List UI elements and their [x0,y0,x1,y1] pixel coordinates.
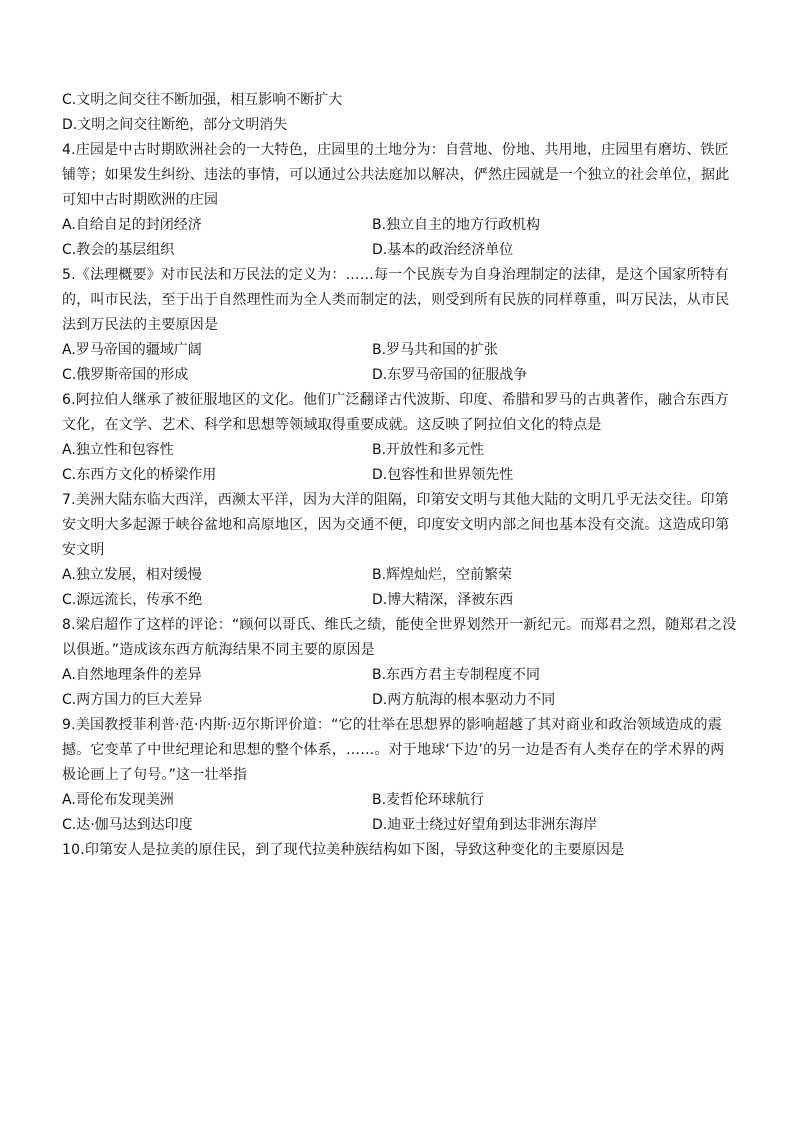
option-c: C.东西方文化的桥梁作用 [62,467,217,483]
question-6 [62,388,738,488]
question-stem: 10.印第安人是拉美的原住民，到了现代拉美种族结构如下图，导致这种变化的主要原因是 [62,842,625,858]
options-row [62,663,738,688]
option-d: D.两方航海的根本驱动力不同 [372,692,556,708]
option-a: A.罗马帝国的疆域广阔 [62,342,202,358]
option-b: B.独立自主的地方行政机构 [372,217,541,233]
question-10 [62,838,738,863]
options-row [62,588,738,613]
options-row [62,438,738,463]
options-row [62,813,738,838]
question-5 [62,263,738,388]
option-c: C.教会的基层组织 [62,242,175,258]
options-row [62,563,738,588]
option-b: B.麦哲伦环球航行 [372,792,485,808]
options-row [62,788,738,813]
option-a: A.自给自足的封闭经济 [62,217,202,233]
option-c: C.两方国力的巨大差异 [62,692,203,708]
exam-page [62,88,738,863]
question-stem: 7.美洲大陆东临大西洋，西濒太平洋，因为大洋的阻隔，印第安文明与其他大陆的文明几乎无法交往。印第安文明大多起源于峡谷盆地和高原地区，因为交通不便，印度安文明内部之间也基本没有交流。这造成印第安文明 [62,492,730,558]
question-7 [62,488,738,613]
option-d: D.基本的政治经济单位 [372,242,514,258]
option-a: A.独立发展，相对缓慢 [62,567,202,583]
question-stem: 5.《法理概要》对市民法和万民法的定义为：……每一个民族专为自身治理制定的法律，是这个国家所特有的，叫市民法，至于出于自然理性而为全人类而制定的法，则受到所有民族的同样尊重，叫万民法，从市民法到万民法的主要原因是 [62,267,730,333]
option-d: D.包容性和世界领先性 [372,467,514,483]
option-a: A.独立性和包容性 [62,442,174,458]
options-row [62,238,738,263]
question-stem: 6.阿拉伯人继承了被征服地区的文化。他们广泛翻译古代波斯、印度、希腊和罗马的古典著作，融合东西方文化，在文学、艺术、科学和思想等领域取得重要成就。这反映了阿拉伯文化的特点是 [62,392,729,433]
option-d: D.博大精深，泽被东西 [372,592,514,608]
question-stem: 8.梁启超作了这样的评论：“顾何以哥氏、维氏之绩，能使全世界划然开一新纪元。而郑君之烈，随郑君之没以俱逝。”造成该东西方航海结果不同主要的原因是 [62,617,737,658]
option-b: B.东西方君主专制程度不同 [372,667,541,683]
option-a: A.哥伦布发现美洲 [62,792,174,808]
prev-option-d: D.文明之间交往断绝，部分文明消失 [62,117,288,133]
option-a: A.自然地理条件的差异 [62,667,202,683]
option-c: C.达·伽马达到达印度 [62,817,193,833]
option-c: C.俄罗斯帝国的形成 [62,367,189,383]
options-row [62,338,738,363]
question-stem: 9.美国教授菲利普·范·内斯·迈尔斯评价道：“它的壮举在思想界的影响超越了其对商业和政治领域造成的震撼。它变革了中世纪理论和思想的整个体系，……。对于地球‘下边’的另一边是否有人类存在的学术界的两极论画上了句号。”这一壮举指 [62,717,725,783]
option-b: B.辉煌灿烂，空前繁荣 [372,567,513,583]
question-8 [62,613,738,713]
prev-option-c: C.文明之间交往不断加强，相互影响不断扩大 [62,92,343,108]
option-c: C.源远流长，传承不绝 [62,592,203,608]
option-b: B.罗马共和国的扩张 [372,342,499,358]
options-row [62,463,738,488]
option-d: D.东罗马帝国的征服战争 [372,367,528,383]
question-9 [62,713,738,838]
option-d: D.迪亚士绕过好望角到达非洲东海岸 [372,817,598,833]
options-row [62,688,738,713]
question-4 [62,138,738,263]
option-b: B.开放性和多元性 [372,442,485,458]
options-row [62,363,738,388]
options-row [62,213,738,238]
question-stem: 4.庄园是中古时期欧洲社会的一大特色，庄园里的土地分为：自营地、份地、共用地，庄园里有磨坊、铁匠铺等；如果发生纠纷、违法的事情，可以通过公共法庭加以解决，俨然庄园就是一个独立的社会单位，据此可知中古时期欧洲的庄园 [62,142,730,208]
